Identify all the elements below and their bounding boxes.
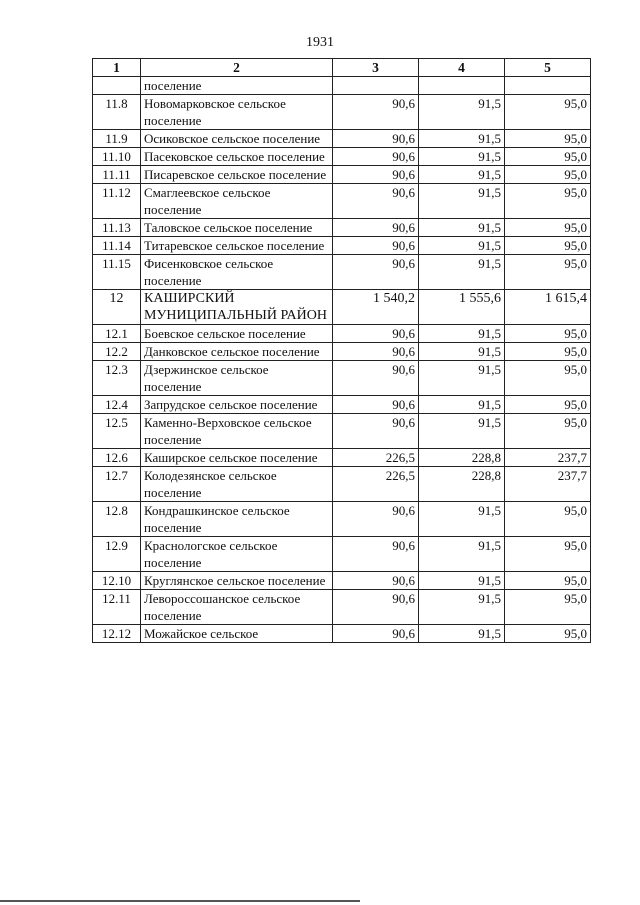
table-row	[93, 361, 591, 396]
row-name: Можайское сельское	[141, 625, 333, 643]
row-value-3: 90,6	[333, 572, 419, 590]
row-value-3: 90,6	[333, 130, 419, 148]
row-value-4: 91,5	[419, 95, 505, 130]
header-col-5: 5	[505, 59, 591, 77]
table-row	[93, 166, 591, 184]
row-value-4: 91,5	[419, 130, 505, 148]
table-row	[93, 130, 591, 148]
row-value-3: 90,6	[333, 255, 419, 290]
row-value-5: 95,0	[505, 502, 591, 537]
header-col-1: 1	[93, 59, 141, 77]
table-row	[93, 343, 591, 361]
row-value-3: 90,6	[333, 361, 419, 396]
row-value-5: 95,0	[505, 166, 591, 184]
row-value-3: 90,6	[333, 237, 419, 255]
row-value-5: 95,0	[505, 219, 591, 237]
row-name: Кондрашкинское сельское поселение	[141, 502, 333, 537]
row-name: Левороссошанское сельское поселение	[141, 590, 333, 625]
row-number: 12.8	[93, 502, 141, 537]
row-number: 12.9	[93, 537, 141, 572]
row-value-5: 95,0	[505, 590, 591, 625]
table-row	[93, 449, 591, 467]
row-number: 12.5	[93, 414, 141, 449]
row-number: 12.4	[93, 396, 141, 414]
row-number: 11.9	[93, 130, 141, 148]
table-row	[93, 572, 591, 590]
row-value-3: 90,6	[333, 396, 419, 414]
row-value-5: 237,7	[505, 449, 591, 467]
row-number: 11.14	[93, 237, 141, 255]
table-body	[93, 77, 591, 643]
row-value-5: 95,0	[505, 148, 591, 166]
row-number: 12.11	[93, 590, 141, 625]
row-name: Круглянское сельское поселение	[141, 572, 333, 590]
table-row	[93, 467, 591, 502]
row-name: Дзержинское сельское поселение	[141, 361, 333, 396]
row-name: Данковское сельское поселение	[141, 343, 333, 361]
row-value-4: 91,5	[419, 572, 505, 590]
table-header-row	[93, 59, 591, 77]
row-value-3: 90,6	[333, 414, 419, 449]
row-value-4: 91,5	[419, 166, 505, 184]
row-name: Фисенковское сельское поселение	[141, 255, 333, 290]
table-row	[93, 396, 591, 414]
row-value-5: 95,0	[505, 361, 591, 396]
row-number: 12.2	[93, 343, 141, 361]
header-col-3: 3	[333, 59, 419, 77]
row-value-3: 90,6	[333, 325, 419, 343]
row-value-3: 90,6	[333, 343, 419, 361]
row-name: Краснологское сельское поселение	[141, 537, 333, 572]
row-value-4: 91,5	[419, 502, 505, 537]
row-value-4	[419, 77, 505, 95]
row-value-4: 91,5	[419, 343, 505, 361]
row-name: поселение	[141, 77, 333, 95]
table-row-district	[93, 290, 591, 325]
table-row	[93, 590, 591, 625]
row-value-3: 90,6	[333, 537, 419, 572]
row-name: Писаревское сельское поселение	[141, 166, 333, 184]
row-value-4: 91,5	[419, 361, 505, 396]
row-name: Запрудское сельское поселение	[141, 396, 333, 414]
row-value-3: 226,5	[333, 467, 419, 502]
row-value-3: 226,5	[333, 449, 419, 467]
table-row	[93, 414, 591, 449]
row-number: 11.15	[93, 255, 141, 290]
table-row-continued	[93, 77, 591, 95]
row-value-3	[333, 77, 419, 95]
row-value-4: 91,5	[419, 625, 505, 643]
row-value-4: 1 555,6	[419, 290, 505, 325]
page-number: 1931	[306, 35, 334, 50]
table-row	[93, 237, 591, 255]
row-value-5: 1 615,4	[505, 290, 591, 325]
row-value-5: 95,0	[505, 325, 591, 343]
row-value-3: 1 540,2	[333, 290, 419, 325]
row-name: Боевское сельское поселение	[141, 325, 333, 343]
row-value-4: 91,5	[419, 184, 505, 219]
table-row	[93, 537, 591, 572]
footer-divider	[0, 900, 360, 902]
row-name: Пасековское сельское поселение	[141, 148, 333, 166]
table-row	[93, 184, 591, 219]
row-value-4: 91,5	[419, 255, 505, 290]
row-value-5: 95,0	[505, 396, 591, 414]
row-name: КАШИРСКИЙ МУНИЦИПАЛЬНЫЙ РАЙОН	[141, 290, 333, 325]
table-row	[93, 255, 591, 290]
row-number: 11.11	[93, 166, 141, 184]
row-value-4: 228,8	[419, 449, 505, 467]
row-value-3: 90,6	[333, 95, 419, 130]
row-value-5: 95,0	[505, 414, 591, 449]
row-value-4: 91,5	[419, 537, 505, 572]
row-value-4: 91,5	[419, 325, 505, 343]
row-value-3: 90,6	[333, 148, 419, 166]
row-number: 11.13	[93, 219, 141, 237]
row-value-5: 95,0	[505, 343, 591, 361]
row-value-3: 90,6	[333, 219, 419, 237]
row-name: Осиковское сельское поселение	[141, 130, 333, 148]
row-value-3: 90,6	[333, 166, 419, 184]
row-value-4: 91,5	[419, 237, 505, 255]
table-row	[93, 502, 591, 537]
row-value-3: 90,6	[333, 502, 419, 537]
row-number: 12.7	[93, 467, 141, 502]
row-value-5: 95,0	[505, 95, 591, 130]
row-number: 12	[93, 290, 141, 325]
row-number: 12.1	[93, 325, 141, 343]
row-name: Каменно-Верховское сельское поселение	[141, 414, 333, 449]
row-value-5: 95,0	[505, 625, 591, 643]
row-number: 11.10	[93, 148, 141, 166]
row-value-5	[505, 77, 591, 95]
row-value-5: 95,0	[505, 537, 591, 572]
row-value-4: 91,5	[419, 396, 505, 414]
row-name: Колодезянское сельское поселение	[141, 467, 333, 502]
row-name: Новомарковское сельское поселение	[141, 95, 333, 130]
row-value-3: 90,6	[333, 625, 419, 643]
row-name: Таловское сельское поселение	[141, 219, 333, 237]
row-value-5: 95,0	[505, 237, 591, 255]
row-value-4: 228,8	[419, 467, 505, 502]
row-number: 12.10	[93, 572, 141, 590]
table-row	[93, 148, 591, 166]
row-number: 11.8	[93, 95, 141, 130]
table-row	[93, 625, 591, 643]
row-number	[93, 77, 141, 95]
row-number: 12.12	[93, 625, 141, 643]
row-name: Титаревское сельское поселение	[141, 237, 333, 255]
row-value-3: 90,6	[333, 184, 419, 219]
row-name: Смаглеевское сельское поселение	[141, 184, 333, 219]
row-value-4: 91,5	[419, 414, 505, 449]
header-col-4: 4	[419, 59, 505, 77]
row-value-3: 90,6	[333, 590, 419, 625]
row-number: 12.3	[93, 361, 141, 396]
row-value-4: 91,5	[419, 590, 505, 625]
table-row	[93, 219, 591, 237]
row-name: Каширское сельское поселение	[141, 449, 333, 467]
table-row	[93, 95, 591, 130]
row-value-4: 91,5	[419, 219, 505, 237]
row-number: 11.12	[93, 184, 141, 219]
row-value-5: 95,0	[505, 184, 591, 219]
table-row	[93, 325, 591, 343]
row-value-5: 95,0	[505, 572, 591, 590]
row-value-5: 237,7	[505, 467, 591, 502]
row-value-4: 91,5	[419, 148, 505, 166]
budget-table	[92, 58, 591, 643]
row-number: 12.6	[93, 449, 141, 467]
row-value-5: 95,0	[505, 130, 591, 148]
row-value-5: 95,0	[505, 255, 591, 290]
header-col-2: 2	[141, 59, 333, 77]
